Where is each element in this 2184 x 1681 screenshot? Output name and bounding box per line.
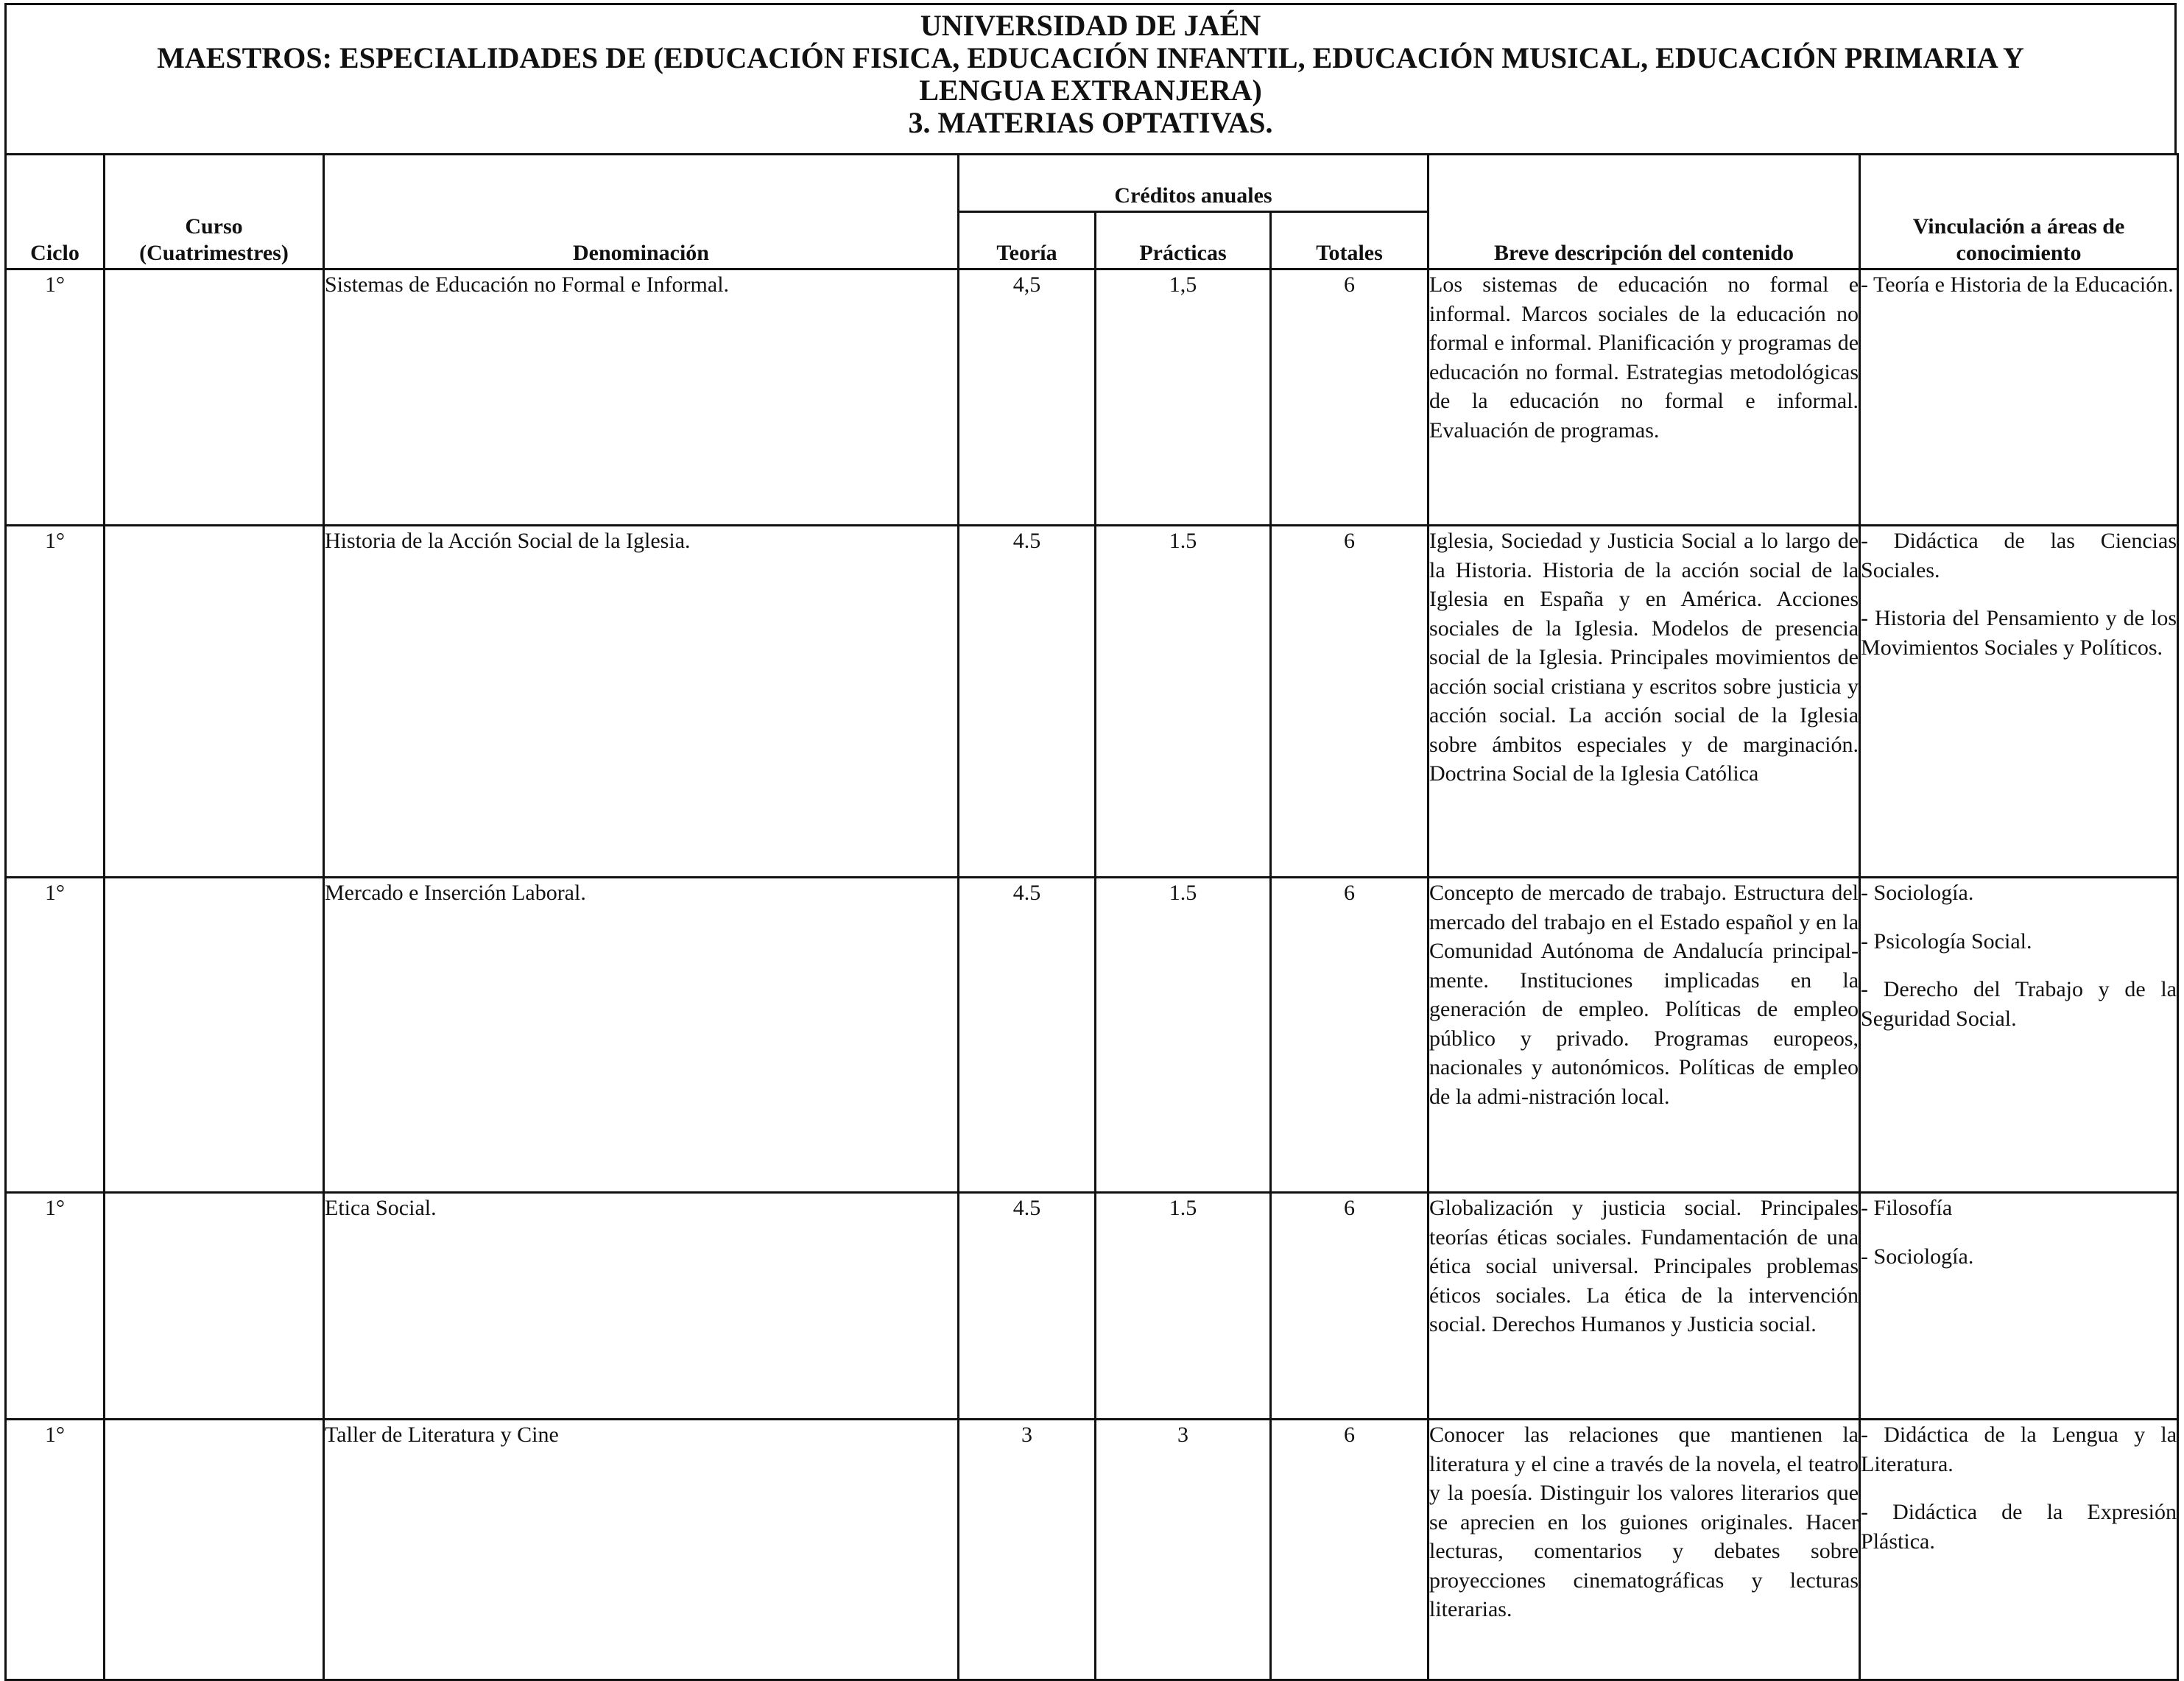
cell-vinculacion bbox=[1860, 1420, 2178, 1680]
cell-denominacion: Taller de Literatura y Cine bbox=[324, 1420, 959, 1680]
cell-descripcion: Los sistemas de educación no formal e informal. Marcos sociales de la educación no formal e informal. Planificación y programas de educación no formal. Estrategias metodológicas de la educación no formal e informal. Evaluación de programas. bbox=[1429, 269, 1860, 526]
table-row bbox=[6, 1193, 2178, 1420]
area-item: - Didáctica de la Lengua y la Literatura. bbox=[1861, 1423, 2177, 1476]
cell-denominacion: Sistemas de Educación no Formal e Informal. bbox=[324, 269, 959, 526]
table-row bbox=[6, 526, 2178, 878]
col-header-practicas: Prácticas bbox=[1096, 212, 1271, 269]
col-header-totales: Totales bbox=[1271, 212, 1429, 269]
table-row bbox=[6, 878, 2178, 1193]
specialties-title: MAESTROS: ESPECIALIDADES DE (EDUCACIÓN FISICA, EDUCACIÓN INFANTIL, EDUCACIÓN MUSICAL, EDUCACIÓN PRIMARIA Y bbox=[157, 41, 2024, 74]
cell-practicas: 1.5 bbox=[1096, 526, 1271, 878]
cell-curso bbox=[105, 1420, 324, 1680]
cell-practicas: 1,5 bbox=[1096, 269, 1271, 526]
cell-practicas: 1.5 bbox=[1096, 1193, 1271, 1420]
cell-curso bbox=[105, 269, 324, 526]
cell-denominacion: Mercado e Inserción Laboral. bbox=[324, 878, 959, 1193]
cell-descripcion: Globalización y justicia social. Principales teorías éticas sociales. Fundamentación de una ética social universal. Principales problemas éticos sociales. La ética de la intervención social. Derechos Humanos y Justicia social. bbox=[1429, 1193, 1860, 1420]
cell-curso bbox=[105, 526, 324, 878]
document-page bbox=[4, 3, 2180, 1671]
cell-totales: 6 bbox=[1271, 526, 1429, 878]
section-title: 3. MATERIAS OPTATIVAS. bbox=[908, 106, 1273, 139]
cell-vinculacion bbox=[1860, 878, 2178, 1193]
area-item: - Didáctica de la Expresión Plástica. bbox=[1861, 1500, 2177, 1554]
university-title: UNIVERSIDAD DE JAÉN bbox=[920, 9, 1261, 42]
cell-ciclo: 1° bbox=[6, 269, 105, 526]
cell-descripcion: Concepto de mercado de trabajo. Estructura del mercado del trabajo en el Estado español y en la Comunidad Autónoma de Andalucía principal-mente. Instituciones implicadas en la generación de empleo. Políticas de empleo público y privado. Programas europeos, nacionales y autonómicos. Políticas de empleo de la admi-nistración local. bbox=[1429, 878, 1860, 1193]
cell-descripcion: Conocer las relaciones que mantienen la literatura y el cine a través de la novela, el teatro y la poesía. Distinguir los valores literarios que se aprecien en los guiones originales. Hacer lecturas, comentarios y debates sobre proyecciones cinematográficas y lecturas literarias. bbox=[1429, 1420, 1860, 1680]
table-row bbox=[6, 269, 2178, 526]
col-header-teoria: Teoría bbox=[959, 212, 1096, 269]
cell-ciclo: 1° bbox=[6, 1193, 105, 1420]
table-row bbox=[6, 1420, 2178, 1680]
cell-curso bbox=[105, 1193, 324, 1420]
area-item: - Sociología. bbox=[1861, 881, 1974, 905]
col-header-curso: Curso (Cuatrimestres) bbox=[105, 155, 324, 269]
area-item: - Psicología Social. bbox=[1861, 928, 2032, 954]
area-item: - Derecho del Trabajo y de la Seguridad Social. bbox=[1861, 977, 2177, 1031]
area-item: - Didáctica de las Ciencias Sociales. bbox=[1861, 529, 2177, 582]
area-item: - Teoría e Historia de la Educación. bbox=[1861, 272, 2174, 297]
cell-totales: 6 bbox=[1271, 1193, 1429, 1420]
cell-totales: 6 bbox=[1271, 878, 1429, 1193]
cell-ciclo: 1° bbox=[6, 878, 105, 1193]
col-header-descripcion: Breve descripción del contenido bbox=[1429, 155, 1860, 269]
cell-ciclo: 1° bbox=[6, 1420, 105, 1680]
cell-descripcion: Iglesia, Sociedad y Justicia Social a lo largo de la Historia. Historia de la acción social de la Iglesia en España y en América. Acciones sociales de la Iglesia. Modelos de presencia social de la Iglesia. Principales movimientos de acción social cristiana y escritos sobre justicia y acción social. La acción social de la Iglesia sobre ámbitos especiales y de marginación. Doctrina Social de la Iglesia Católica bbox=[1429, 526, 1860, 878]
cell-totales: 6 bbox=[1271, 269, 1429, 526]
cell-denominacion: Historia de la Acción Social de la Iglesia. bbox=[324, 526, 959, 878]
cell-teoria: 4.5 bbox=[959, 1193, 1096, 1420]
cell-teoria: 4.5 bbox=[959, 526, 1096, 878]
cell-teoria: 3 bbox=[959, 1420, 1096, 1680]
col-header-vinculacion: Vinculación a áreas de conocimiento bbox=[1860, 155, 2178, 269]
cell-denominacion: Etica Social. bbox=[324, 1193, 959, 1420]
cell-practicas: 3 bbox=[1096, 1420, 1271, 1680]
col-header-creditos: Créditos anuales bbox=[959, 155, 1429, 212]
area-item: - Sociología. bbox=[1861, 1244, 1974, 1269]
area-item: - Historia del Pensamiento y de los Movimientos Sociales y Políticos. bbox=[1861, 606, 2177, 660]
cell-curso bbox=[105, 878, 324, 1193]
cell-totales: 6 bbox=[1271, 1420, 1429, 1680]
col-header-denominacion: Denominación bbox=[324, 155, 959, 269]
cell-vinculacion bbox=[1860, 269, 2178, 526]
cell-teoria: 4,5 bbox=[959, 269, 1096, 526]
document-header bbox=[4, 3, 2177, 153]
area-item: - Filosofía bbox=[1861, 1196, 1953, 1220]
col-header-ciclo: Ciclo bbox=[6, 155, 105, 269]
cell-ciclo: 1° bbox=[6, 526, 105, 878]
specialties-title-cont: LENGUA EXTRANJERA) bbox=[919, 74, 1262, 107]
cell-teoria: 4.5 bbox=[959, 878, 1096, 1193]
subjects-table bbox=[4, 153, 2179, 1681]
cell-vinculacion bbox=[1860, 526, 2178, 878]
cell-practicas: 1.5 bbox=[1096, 878, 1271, 1193]
cell-vinculacion bbox=[1860, 1193, 2178, 1420]
